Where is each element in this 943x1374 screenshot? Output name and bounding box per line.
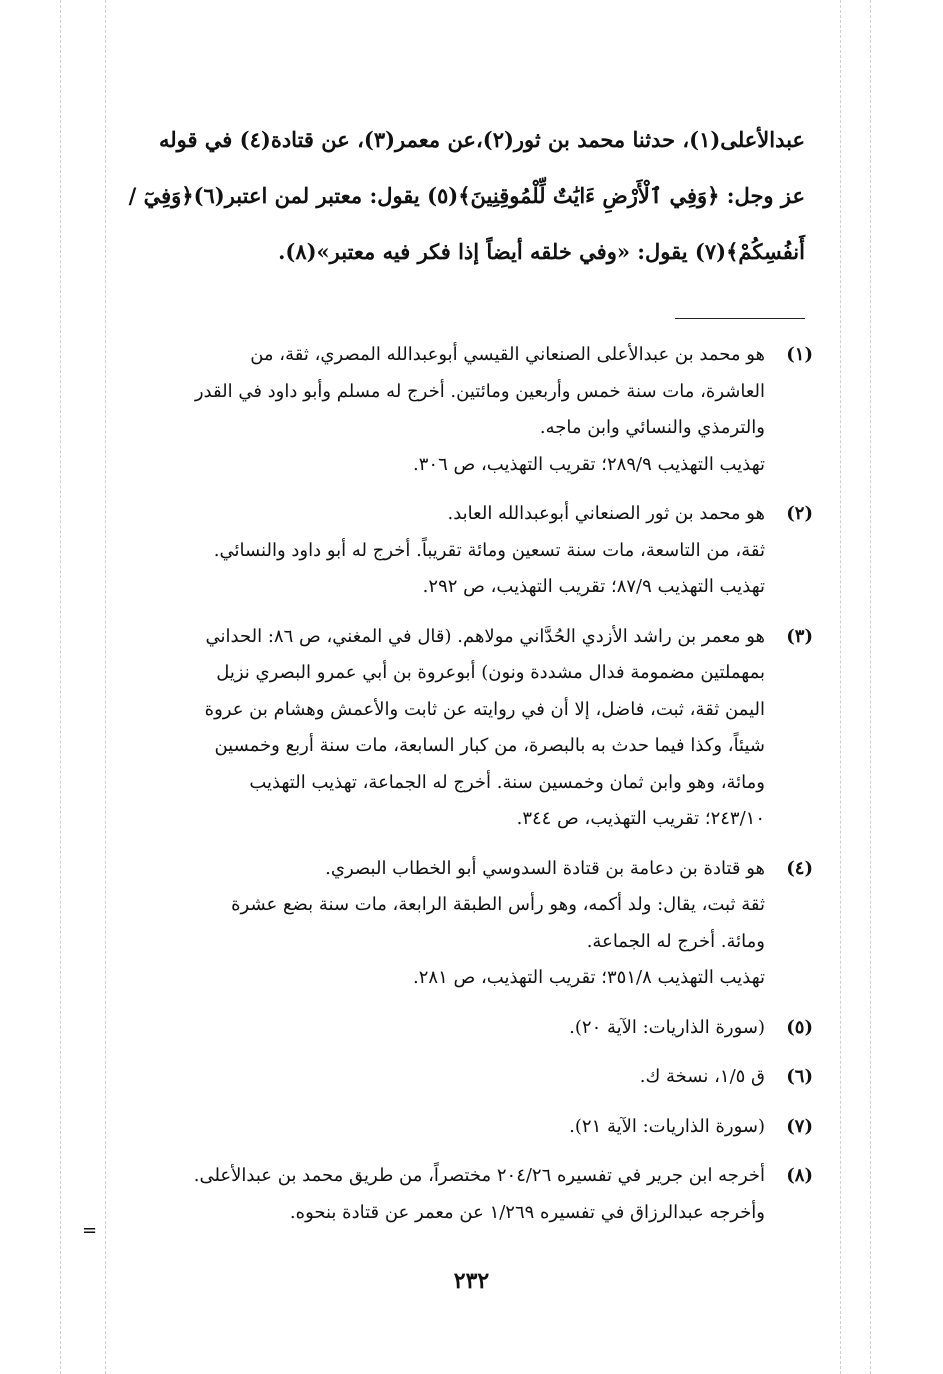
- page-number: ٢٣٢: [453, 1268, 490, 1294]
- footnote-line: شيئاً، وكذا فيما حدث به بالبصرة، من كبار السابعة، مات سنة أربع وخمسين: [214, 735, 765, 756]
- footnote-line: تهذيب التهذيب ٨٧/٩؛ تقريب التهذيب، ص ٢٩٢.: [422, 576, 765, 597]
- footnote-line: وأخرجه عبدالرزاق في تفسيره ١/٢٦٩ عن معمر عن قتادة بنحوه.: [289, 1201, 765, 1223]
- margin-mark: =: [82, 1220, 98, 1241]
- footnote-8: [105, 1158, 813, 1231]
- footnote-7: [105, 1109, 813, 1146]
- footnote-line: هو معمر بن راشد الأزدي الحُدَّاني مولاهم. (قال في المغني، ص ٨٦: الحداني: [205, 625, 765, 647]
- footnotes: [105, 337, 813, 1244]
- footnote-number: (٣): [786, 625, 813, 647]
- margin-guide-line: [840, 0, 841, 1374]
- footnote-2: [105, 496, 813, 606]
- footnote-number: (٨): [786, 1165, 813, 1186]
- footnote-number: (٧): [786, 1115, 813, 1137]
- footnote-number: (١): [786, 344, 813, 365]
- footnote-line: بمهملتين مضمومة فدال مشددة ونون) أبوعروة بن أبي عمرو البصري نزيل: [216, 662, 765, 683]
- footnote-line: ومائة، وهو وابن ثمان وخمسين سنة. أخرج له الجماعة، تهذيب التهذيب: [249, 771, 765, 793]
- main-text: [105, 112, 805, 280]
- footnote-line: هو محمد بن ثور الصنعاني أبوعبدالله العابد.: [447, 503, 765, 524]
- main-text-line: عز وجل: ﴿وَفِي ٱلْأَرْضِ ءَايَٰتٌ لِّلْمُوقِنِينَ﴾(٥) يقول: معتبر لمن اعتبر(٦)﴿وَفِيٓ /: [128, 183, 805, 208]
- footnote-line: هو محمد بن عبدالأعلى الصنعاني القيسي أبوعبدالله المصري، ثقة، من: [250, 344, 765, 365]
- footnote-3: [105, 619, 813, 838]
- footnote-number: (٢): [786, 503, 813, 524]
- main-text-line: عبدالأعلى(١)، حدثنا محمد بن ثور(٢)،عن معمر(٣)، عن قتادة(٤) في قوله: [158, 127, 805, 152]
- footnote-6: [105, 1059, 813, 1096]
- footnote-separator: [675, 318, 805, 319]
- footnote-line: ق ١/٥، نسخة ك.: [639, 1066, 765, 1087]
- footnote-number: (٤): [786, 857, 813, 879]
- footnote-line: تهذيب التهذيب ٢٨٩/٩؛ تقريب التهذيب، ص ٣٠٦.: [413, 453, 765, 475]
- footnote-number: (٦): [786, 1066, 813, 1087]
- footnote-5: [105, 1010, 813, 1047]
- footnote-4: [105, 851, 813, 997]
- footnote-line: اليمن ثقة، ثبت، فاضل، إلا أن في روايته عن ثابت والأعمش وهشام بن عروة: [204, 698, 765, 720]
- footnote-1: [105, 337, 813, 483]
- footnote-line: هو قتادة بن دعامة بن قتادة السدوسي أبو الخطاب البصري.: [325, 857, 765, 879]
- footnote-line: تهذيب التهذيب ٣٥١/٨؛ تقريب التهذيب، ص ٢٨١.: [413, 967, 765, 988]
- margin-guide-line: [60, 0, 61, 1374]
- footnote-line: أخرجه ابن جرير في تفسيره ٢٠٤/٢٦ مختصراً، من طريق محمد بن عبدالأعلى.: [193, 1165, 765, 1186]
- footnote-line: ومائة. أخرج له الجماعة.: [586, 930, 765, 952]
- footnote-line: (سورة الذاريات: الآية ٢١).: [569, 1115, 765, 1137]
- footnote-line: والترمذي والنسائي وابن ماجه.: [539, 417, 765, 438]
- footnote-number: (٥): [786, 1016, 813, 1038]
- footnote-line: العاشرة، مات سنة خمس وأربعين ومائتين. أخرج له مسلم وأبو داود في القدر: [194, 380, 765, 402]
- margin-guide-line: [870, 0, 871, 1374]
- main-text-line: أَنفُسِكُمْ﴾(٧) يقول: «وفي خلقه أيضاً إذا فكر فيه معتبر»(٨).: [278, 239, 805, 264]
- footnote-line: ثقة، من التاسعة، مات سنة تسعين ومائة تقريباً. أخرج له أبو داود والنسائي.: [213, 539, 765, 561]
- footnote-line: ثقة ثبت، يقال: ولد أكمه، وهو رأس الطبقة الرابعة، مات سنة بضع عشرة: [231, 894, 765, 915]
- footnote-line: ٢٤٣/١٠؛ تقريب التهذيب، ص ٣٤٤.: [516, 808, 765, 829]
- footnote-line: (سورة الذاريات: الآية ٢٠).: [569, 1016, 765, 1038]
